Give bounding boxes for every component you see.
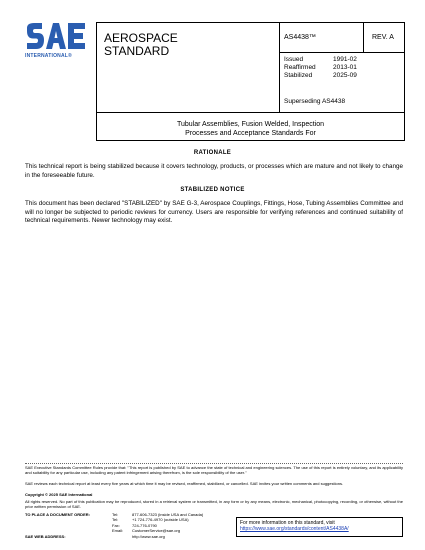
copyright: Copyright © 2025 SAE International bbox=[25, 492, 93, 497]
standard-link[interactable]: https://www.sae.org/standards/content/AS4438A/ bbox=[240, 526, 349, 532]
rights-text: All rights reserved. No part of this publication may be reproduced, stored in a retrieval system or transmitted, in any form or by any means, electronic, mechanical, photocopying, recording, or otherwise, without the prior written permission of SAE. bbox=[25, 499, 403, 509]
date-value-stabilized: 2025-09 bbox=[333, 72, 357, 79]
footer-divider bbox=[25, 463, 403, 464]
date-label-reaffirmed: Reaffirmed bbox=[284, 64, 316, 71]
contact-values: 877-606-7323 (inside USA and Canada) +1 724-776-4970 (outside USA) 724-776-0790 CustomerService@sae.org http://www.sae.org bbox=[132, 512, 204, 539]
revision-label: REV. A bbox=[372, 34, 394, 41]
document-title: Tubular Assemblies, Fusion Welded, Inspection Processes and Acceptance Standards For bbox=[176, 121, 325, 137]
stabilized-heading: STABILIZED NOTICE bbox=[180, 187, 245, 193]
rationale-text: This technical report is being stabilized because it covers technology, products, or processes which are mature and not likely to change in the foreseeable future. bbox=[25, 163, 403, 179]
web-address-label: SAE WEB ADDRESS: bbox=[25, 534, 66, 539]
policy-text: SAE Executive Standards Committee Rules provide that: "This report is published by SAE to advance the state of technical and engineering sciences. The use of this report is entirely voluntary, and its applicability and suitability for any particular use, including any patent infringement arising therefrom, is the sole responsibility of the user." bbox=[25, 465, 403, 475]
review-text: SAE reviews each technical report at least every five years at which time it may be revised, reaffirmed, stabilized, or cancelled. SAE invites your written comments and suggestions. bbox=[25, 481, 344, 486]
document-number: AS4438™ bbox=[284, 34, 316, 41]
divider bbox=[279, 22, 280, 113]
divider bbox=[279, 52, 405, 53]
web-address-link[interactable]: http://www.sae.org bbox=[132, 533, 165, 539]
email-link[interactable]: CustomerService@sae.org bbox=[132, 528, 181, 534]
stabilized-text: This document has been declared "STABILIZED" by SAE G-3, Aerospace Couplings, Fittings, Hose, Tubing Assemblies Committee and will no longer be subjected to periodic reviews for currency. Users are responsible for verifying references and continued suitability of technical requirements. Newer technology may exist. bbox=[25, 200, 403, 224]
superseding-note: Superseding AS4438 bbox=[284, 98, 346, 105]
standard-type: AEROSPACE STANDARD bbox=[104, 31, 178, 58]
sae-logo-icon bbox=[25, 22, 87, 52]
contact-labels: Tel: Tel: Fax: Email: bbox=[112, 512, 124, 534]
divider bbox=[363, 22, 364, 52]
date-value-issued: 1991-02 bbox=[333, 56, 357, 63]
logo-subtext: INTERNATIONAL® bbox=[25, 53, 72, 59]
date-label-stabilized: Stabilized bbox=[284, 72, 313, 79]
date-value-reaffirmed: 2013-01 bbox=[333, 64, 357, 71]
rationale-heading: RATIONALE bbox=[193, 150, 232, 156]
info-text: For more information on this standard, visit https://www.sae.org/standards/content/AS4438A/ bbox=[240, 520, 349, 532]
order-label: TO PLACE A DOCUMENT ORDER: bbox=[25, 512, 90, 517]
date-label-issued: Issued bbox=[284, 56, 304, 63]
